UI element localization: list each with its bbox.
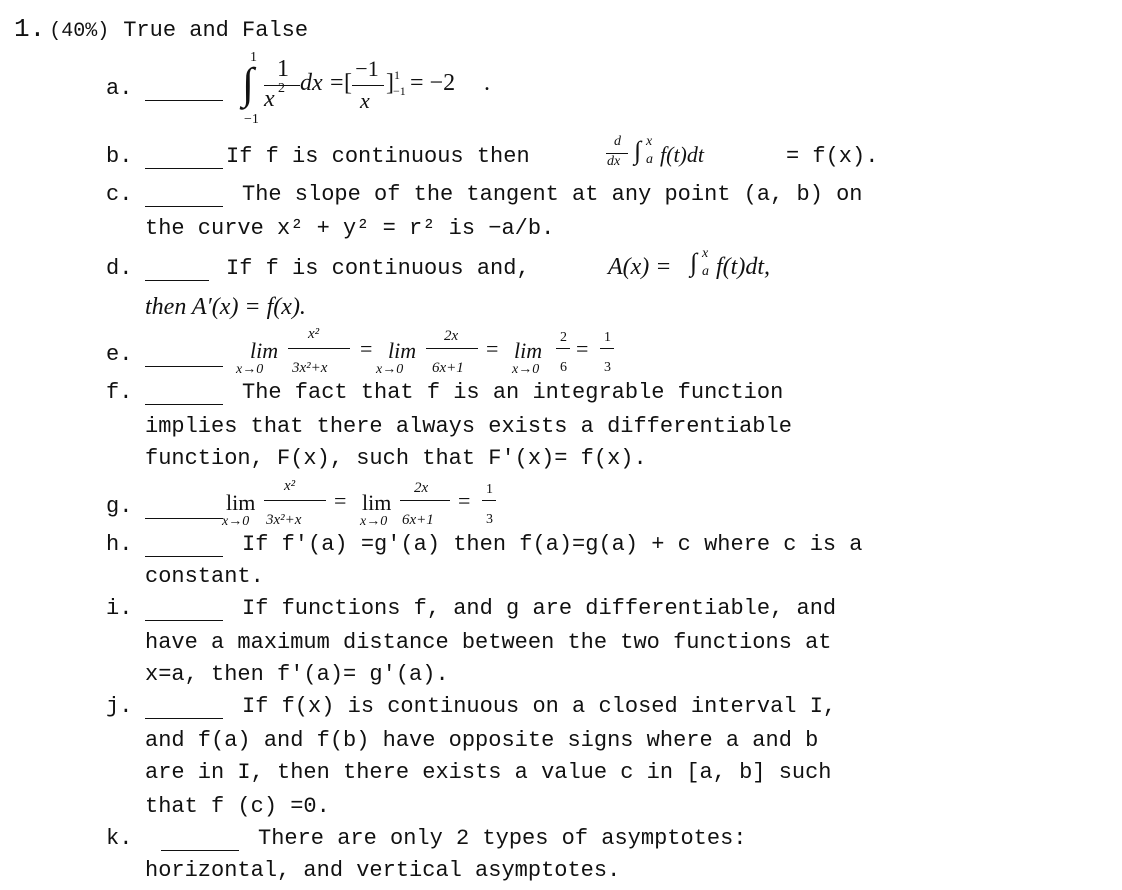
item-i-line1: If functions f, and g are differentiable, and [242, 596, 837, 621]
integral-sign: ∫ [634, 136, 642, 165]
item-b-letter: b. [106, 144, 133, 169]
item-a-formula: 1 ∫ −1 1 x 2 dx = [ −1 x ] 1 −1 = −2 . [242, 50, 490, 127]
item-k-letter: k. [106, 826, 133, 851]
question-number: 1. [14, 14, 46, 44]
item-k-line1: There are only 2 types of asymptotes: [258, 826, 747, 851]
item-i-letter: i. [106, 596, 133, 621]
item-c-letter: c. [106, 182, 133, 207]
integral-sign: ∫ [242, 59, 255, 108]
item-h-letter: h. [106, 532, 133, 557]
item-g-formula: lim x→0 x² 3x²+x = lim x→0 2x 6x+1 = 1 3 [222, 478, 522, 534]
item-j-line2: and f(a) and f(b) have opposite signs where a and b [145, 728, 819, 753]
item-h-line2: constant. [145, 564, 264, 589]
item-f-line1: The fact that f is an integrable function [242, 380, 784, 405]
item-f-line3: function, F(x), such that F′(x)= f(x). [145, 446, 647, 471]
item-e-blank[interactable] [145, 366, 223, 367]
item-d-text: If f is continuous and, [226, 256, 530, 281]
item-a-blank[interactable] [145, 100, 223, 101]
item-d-letter: d. [106, 256, 133, 281]
item-j-line4: that f (c) =0. [145, 794, 330, 819]
item-d-blank[interactable] [145, 280, 209, 281]
item-g-letter: g. [106, 494, 133, 519]
item-b-blank[interactable] [145, 168, 223, 169]
item-f-letter: f. [106, 380, 133, 405]
item-h-blank[interactable] [145, 556, 223, 557]
item-k-line2: horizontal, and vertical asymptotes. [145, 858, 621, 883]
item-e-formula: lim x→0 x² 3x²+x = lim x→0 2x 6x+1 = lim x→0 2 6 = 1 3 [236, 326, 636, 382]
item-b-derivative: d dx ∫ x a f(t)dt [607, 134, 704, 169]
item-h-line1: If f′(a) =g′(a) then f(a)=g(a) + c where c is a [242, 532, 863, 557]
item-b-text: If f is continuous then [226, 144, 530, 169]
item-a-letter: a. [106, 76, 133, 101]
question-title: True and False [123, 18, 309, 43]
item-g-blank[interactable] [145, 518, 223, 519]
question-heading [14, 14, 308, 44]
item-f-blank[interactable] [145, 404, 223, 405]
item-d-line2: then A′(x) = f(x). [145, 294, 306, 320]
item-j-line1: If f(x) is continuous on a closed interval I, [242, 694, 837, 719]
item-j-letter: j. [106, 694, 133, 719]
item-j-line3: are in I, then there exists a value c in [a, b] such [145, 760, 832, 785]
item-k-blank[interactable] [161, 850, 239, 851]
item-i-blank[interactable] [145, 620, 223, 621]
item-c-blank[interactable] [145, 206, 223, 207]
item-b-text-post: = f(x). [786, 144, 879, 169]
item-e-letter: e. [106, 342, 133, 367]
item-i-line3: x=a, then f′(a)= g′(a). [145, 662, 449, 687]
item-c-line2: the curve x² + y² = r² is −a/b. [145, 216, 555, 241]
integral-sign: ∫ [690, 248, 698, 277]
item-i-line2: have a maximum distance between the two functions at [145, 630, 832, 655]
item-d-formula: A(x) = ∫ x a f(t)dt, [608, 246, 770, 280]
item-f-line2: implies that there always exists a differentiable [145, 414, 792, 439]
question-percent: (40%) [49, 20, 110, 43]
item-j-blank[interactable] [145, 718, 223, 719]
item-c-line1: The slope of the tangent at any point (a, b) on [242, 182, 863, 207]
